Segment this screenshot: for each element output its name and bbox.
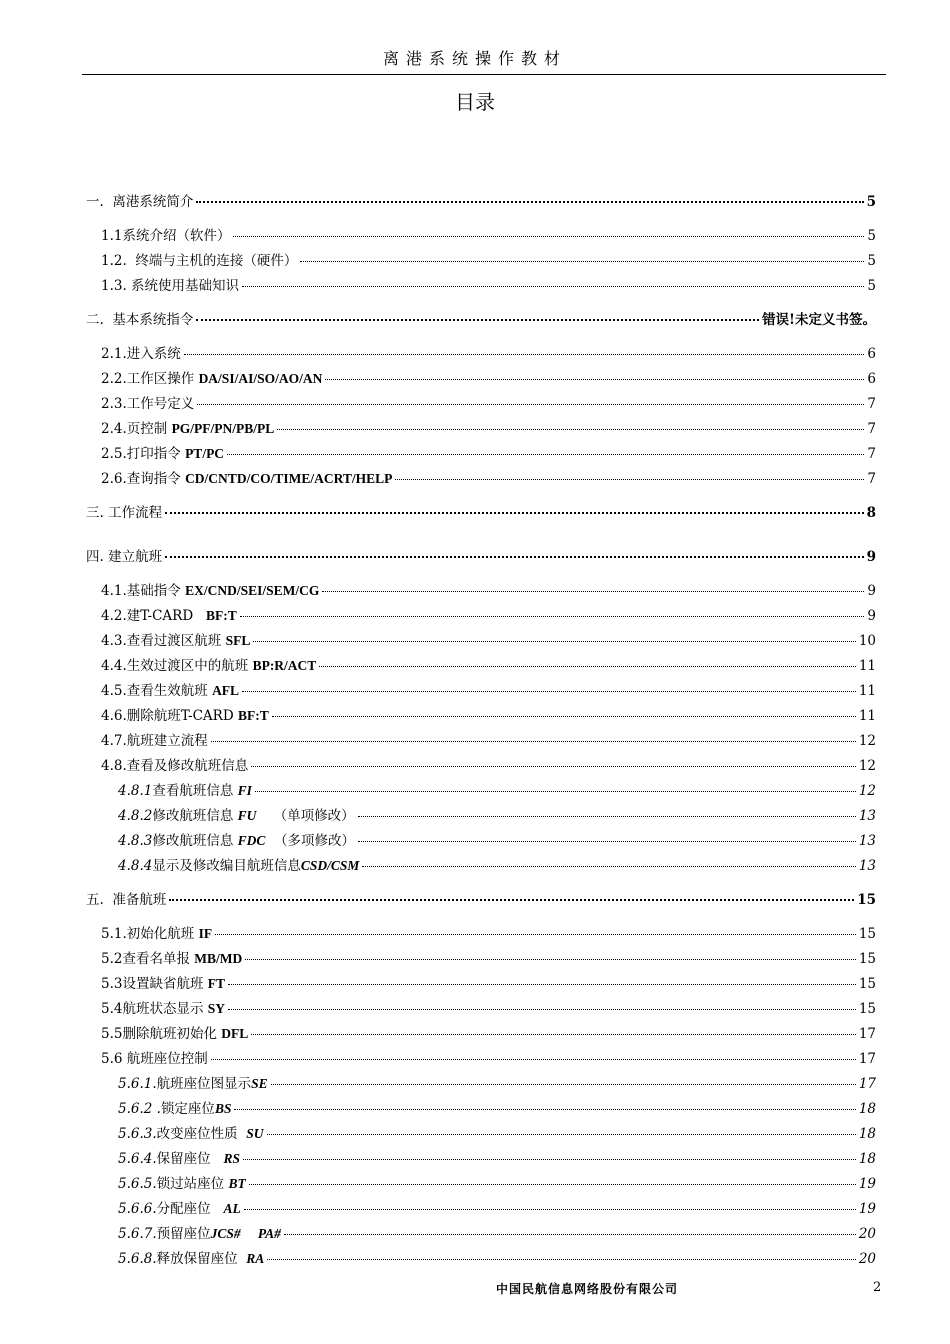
toc-entry[interactable]	[101, 681, 876, 701]
toc-leader-dots	[234, 1109, 855, 1110]
toc-entry[interactable]	[101, 419, 876, 439]
toc-entry-command: SE	[251, 1076, 268, 1091]
toc-entry[interactable]	[101, 756, 876, 776]
toc-entry[interactable]	[118, 1174, 876, 1194]
toc-entry[interactable]	[118, 806, 876, 826]
toc-entry-text: 5.3设置缺省航班	[101, 976, 208, 992]
toc-page-number: 11	[858, 658, 876, 674]
toc-leader-dots	[253, 641, 855, 642]
toc-entry-text: 4.4.生效过渡区中的航班	[101, 658, 253, 674]
toc-entry[interactable]	[101, 469, 876, 489]
toc-entry-text: （单项修改）	[256, 808, 355, 824]
header-divider	[82, 74, 886, 75]
toc-leader-dots	[196, 201, 863, 203]
toc-entry-text: 5.6 航班座位控制	[101, 1051, 208, 1067]
toc-entry-command: BF:T	[206, 608, 237, 623]
toc-entry-text: 4.8.4	[118, 858, 153, 874]
toc-entry[interactable]	[101, 656, 876, 676]
toc-leader-dots	[249, 1184, 856, 1185]
toc-leader-dots	[165, 512, 864, 514]
toc-page-number: 5	[867, 278, 876, 294]
toc-entry-command: CSD/CSM	[300, 858, 360, 873]
toc-entry-text: 4.7.航班建立流程	[101, 733, 208, 749]
toc-leader-dots	[322, 591, 864, 592]
toc-entry[interactable]	[118, 856, 876, 876]
toc-entry[interactable]	[86, 310, 876, 330]
toc-leader-dots	[211, 1059, 856, 1060]
toc-leader-dots	[362, 866, 855, 867]
toc-leader-dots	[233, 236, 864, 237]
toc-entry[interactable]	[86, 890, 876, 910]
toc-entry[interactable]	[86, 192, 876, 212]
toc-page-number: 19	[858, 1176, 876, 1192]
toc-leader-dots	[267, 1134, 856, 1135]
toc-entry[interactable]	[118, 1199, 876, 1219]
toc-entry-text: 2.3.工作号定义	[101, 396, 195, 412]
toc-leader-dots	[300, 261, 864, 262]
toc-entry-command: CD/CNTD/CO/TIME/ACRT/HELP	[185, 471, 393, 486]
toc-leader-dots	[272, 716, 856, 717]
toc-leader-dots	[358, 841, 856, 842]
toc-entry-text: 2.2.工作区操作	[101, 371, 199, 387]
toc-entry-command: FT	[207, 976, 226, 991]
toc-page-number: 5	[867, 228, 876, 244]
toc-entry[interactable]	[101, 974, 876, 994]
toc-entry[interactable]	[118, 1124, 876, 1144]
running-header-title: 离港系统操作教材	[382, 49, 567, 68]
toc-entry[interactable]	[101, 924, 876, 944]
toc-entry-command: DA/SI/AI/SO/AO/AN	[198, 371, 323, 386]
toc-leader-dots	[184, 354, 865, 355]
toc-entry-command: PT/PC	[185, 446, 225, 461]
toc-entry-command: DFL	[221, 1026, 249, 1041]
toc-entry-text: 5.4航班状态显示	[101, 1001, 208, 1017]
toc-entry-text: 修改航班信息	[152, 808, 238, 824]
toc-entry-command: AFL	[212, 683, 240, 698]
toc-entry-text: 4.3.查看过渡区航班	[101, 633, 226, 649]
toc-entry-text: 释放保留座位	[156, 1251, 247, 1267]
toc-page-number: 13	[858, 858, 876, 874]
toc-leader-dots	[284, 1234, 856, 1235]
toc-entry-text: 改变座位性质	[156, 1126, 247, 1142]
toc-page-number: 20	[858, 1251, 876, 1267]
toc-entry[interactable]	[118, 831, 876, 851]
toc-entry[interactable]	[101, 276, 876, 296]
toc-page-number: 17	[858, 1026, 876, 1042]
toc-leader-dots	[277, 429, 864, 430]
toc-entry-command: PA#	[257, 1226, 281, 1241]
toc-entry-text: 显示及修改编目航班信息	[152, 858, 301, 874]
toc-page-number: 17	[858, 1051, 876, 1067]
toc-page-number: 6	[867, 346, 876, 362]
toc-entry-command: RS	[223, 1151, 241, 1166]
toc-page-number: 20	[858, 1226, 876, 1242]
toc-entry-text: 2.5.打印指令	[101, 446, 186, 462]
toc-entry-text: 预留座位	[156, 1226, 211, 1242]
toc-entry[interactable]	[118, 781, 876, 801]
toc-page-number: 9	[866, 549, 876, 565]
toc-entry-text: 1.1系统介绍（软件）	[101, 228, 231, 244]
toc-leader-dots	[271, 1084, 856, 1085]
toc-entry[interactable]	[101, 631, 876, 651]
toc-entry[interactable]	[101, 949, 876, 969]
toc-entry-text: 5.6.7.	[118, 1226, 157, 1242]
toc-leader-dots	[228, 1009, 856, 1010]
toc-page-number: 5	[866, 194, 876, 210]
toc-entry[interactable]	[101, 606, 876, 626]
toc-entry-text: 查看航班信息	[152, 783, 238, 799]
toc-page-number: 7	[867, 471, 876, 487]
toc-page-number: 7	[867, 396, 876, 412]
toc-entry-text: 4.8.查看及修改航班信息	[101, 758, 249, 774]
toc-entry[interactable]	[101, 1024, 876, 1044]
toc-leader-dots	[251, 1034, 856, 1035]
toc-page-number: 错误!未定义书签。	[762, 312, 876, 328]
toc-entry-command: RA	[246, 1251, 265, 1266]
toc-page-number: 15	[858, 976, 876, 992]
toc-leader-dots	[325, 379, 864, 380]
toc-page-number: 10	[858, 633, 876, 649]
toc-entry[interactable]	[118, 1249, 876, 1269]
toc-page-number: 18	[858, 1151, 876, 1167]
toc-leader-dots	[319, 666, 856, 667]
toc-entry-text: 5.6.5.	[118, 1176, 157, 1192]
toc-entry[interactable]	[101, 706, 876, 726]
toc-leader-dots	[243, 1159, 856, 1160]
toc-entry-command: MB/MD	[194, 951, 243, 966]
toc-entry-text: （多项修改）	[265, 833, 356, 849]
toc-page-number: 5	[867, 253, 876, 269]
toc-entry[interactable]	[118, 1224, 876, 1244]
toc-page-number: 15	[858, 926, 876, 942]
toc-entry[interactable]	[101, 226, 876, 246]
toc-leader-dots	[211, 741, 856, 742]
toc-entry-command: SY	[207, 1001, 226, 1016]
toc-entry-text: 分配座位	[156, 1201, 224, 1217]
toc-entry-command: BF:T	[237, 708, 269, 723]
toc-entry[interactable]	[101, 581, 876, 601]
toc-entry-command: SU	[246, 1126, 264, 1141]
toc-page-number: 15	[857, 892, 876, 908]
toc-page-number: 12	[858, 733, 876, 749]
toc-entry-text: 4.8.3	[118, 833, 153, 849]
toc-entry-text: 4.5.查看生效航班	[101, 683, 213, 699]
toc-entry[interactable]	[101, 444, 876, 464]
toc-entry-command: FI	[237, 783, 252, 798]
toc-entry-command: AL	[223, 1201, 241, 1216]
toc-entry[interactable]	[118, 1099, 876, 1119]
toc-leader-dots	[228, 984, 856, 985]
toc-page-number: 18	[858, 1126, 876, 1142]
toc-entry-text: 2.1.进入系统	[101, 346, 181, 362]
toc-entry[interactable]	[101, 1049, 876, 1069]
toc-page-number: 9	[867, 583, 876, 599]
toc-leader-dots	[267, 1259, 856, 1260]
toc-entry-text	[241, 1224, 258, 1244]
toc-leader-dots	[242, 286, 864, 287]
toc-entry-command: EX/CND/SEI/SEM/CG	[185, 583, 320, 598]
toc-entry-command: FDC	[237, 833, 266, 848]
footer-company-name: 中国民航信息网络股份有限公司	[496, 1282, 679, 1296]
toc-entry-text: 航班座位图显示	[156, 1076, 252, 1092]
toc-entry[interactable]	[101, 251, 876, 271]
footer-page-number: 2	[873, 1280, 882, 1295]
toc-entry-text: 5.6.2 .	[118, 1101, 161, 1117]
toc-page-number: 11	[858, 683, 876, 699]
toc-entry-text: 1.3. 系统使用基础知识	[101, 278, 240, 294]
toc-entry-text: 保留座位	[156, 1151, 224, 1167]
toc-leader-dots	[358, 816, 856, 817]
toc-page-number: 15	[858, 951, 876, 967]
toc-entry-text: 三. 工作流程	[86, 505, 163, 521]
toc-leader-dots	[244, 1209, 856, 1210]
toc-page-number: 12	[858, 783, 876, 799]
toc-entry-text: 5.6.4.	[118, 1151, 157, 1167]
toc-entry-text: 四. 建立航班	[86, 549, 163, 565]
toc-entry-text: 5.2查看名单报	[101, 951, 195, 967]
toc-leader-dots	[165, 556, 864, 558]
toc-entry[interactable]	[86, 547, 876, 567]
toc-leader-dots	[169, 899, 854, 901]
toc-entry-text: 4.8.1	[118, 783, 153, 799]
toc-entry-command: FU	[237, 808, 257, 823]
toc-entry[interactable]	[118, 1074, 876, 1094]
toc-entry-text: 5.6.1.	[118, 1076, 157, 1092]
toc-entry-text: 5.6.6.	[118, 1201, 157, 1217]
toc-entry[interactable]	[101, 999, 876, 1019]
toc-entry-command: BS	[214, 1101, 232, 1116]
toc-entry-command: BT	[228, 1176, 246, 1191]
toc-leader-dots	[251, 766, 856, 767]
toc-entry-text: 2.4.页控制	[101, 421, 172, 437]
toc-entry-command: BP:R/ACT	[252, 658, 317, 673]
toc-entry-text: 4.6.删除航班T-CARD	[101, 708, 238, 724]
toc-entry[interactable]	[101, 394, 876, 414]
toc-leader-dots	[196, 319, 759, 321]
toc-entry[interactable]	[118, 1149, 876, 1169]
toc-entry-text: 4.2.建T-CARD	[101, 608, 207, 624]
toc-page-number: 17	[858, 1076, 876, 1092]
toc-entry-command: JCS#	[210, 1226, 241, 1241]
toc-entry-command: IF	[198, 926, 213, 941]
toc-page-number: 18	[858, 1101, 876, 1117]
toc-entry-text: 1.2. 终端与主机的连接（硬件）	[101, 253, 298, 269]
toc-entry-text: 4.1.基础指令	[101, 583, 186, 599]
toc-title: 目录	[455, 90, 495, 114]
toc-leader-dots	[227, 454, 864, 455]
toc-entry-command: SFL	[225, 633, 251, 648]
toc-page-number: 15	[858, 1001, 876, 1017]
toc-entry-text: 锁过站座位	[156, 1176, 229, 1192]
toc-page-number: 9	[867, 608, 876, 624]
toc-entry-text: 5.6.8.	[118, 1251, 157, 1267]
toc-entry-command: PG/PF/PN/PB/PL	[171, 421, 275, 436]
toc-page-number: 12	[858, 758, 876, 774]
toc-leader-dots	[245, 959, 856, 960]
toc-entry-text: 锁定座位	[160, 1101, 215, 1117]
toc-leader-dots	[395, 479, 864, 480]
toc-leader-dots	[197, 404, 864, 405]
toc-leader-dots	[242, 691, 856, 692]
toc-entry-text: 二. 基本系统指令	[86, 312, 194, 328]
toc-entry-text: 5.6.3.	[118, 1126, 157, 1142]
toc-entry-text: 一. 离港系统简介	[86, 194, 194, 210]
toc-page-number: 8	[866, 505, 876, 521]
toc-entry-text: 5.5删除航班初始化	[101, 1026, 222, 1042]
toc-leader-dots	[240, 616, 865, 617]
toc-leader-dots	[215, 934, 856, 935]
toc-entry-text: 2.6.查询指令	[101, 471, 186, 487]
toc-entry-text: 修改航班信息	[152, 833, 238, 849]
toc-page-number: 13	[858, 833, 876, 849]
toc-entry-text: 五. 准备航班	[86, 892, 167, 908]
toc-entry-text: 4.8.2	[118, 808, 153, 824]
toc-leader-dots	[255, 791, 856, 792]
toc-page-number: 13	[858, 808, 876, 824]
toc-page-number: 11	[858, 708, 876, 724]
toc-page-number: 19	[858, 1201, 876, 1217]
toc-entry[interactable]	[101, 731, 876, 751]
toc-page-number: 7	[867, 421, 876, 437]
toc-entry[interactable]	[86, 503, 876, 523]
toc-entry-text: 5.1.初始化航班	[101, 926, 199, 942]
toc-page-number: 6	[867, 371, 876, 387]
toc-entry[interactable]	[101, 369, 876, 389]
toc-page-number: 7	[867, 446, 876, 462]
toc-entry[interactable]	[101, 344, 876, 364]
